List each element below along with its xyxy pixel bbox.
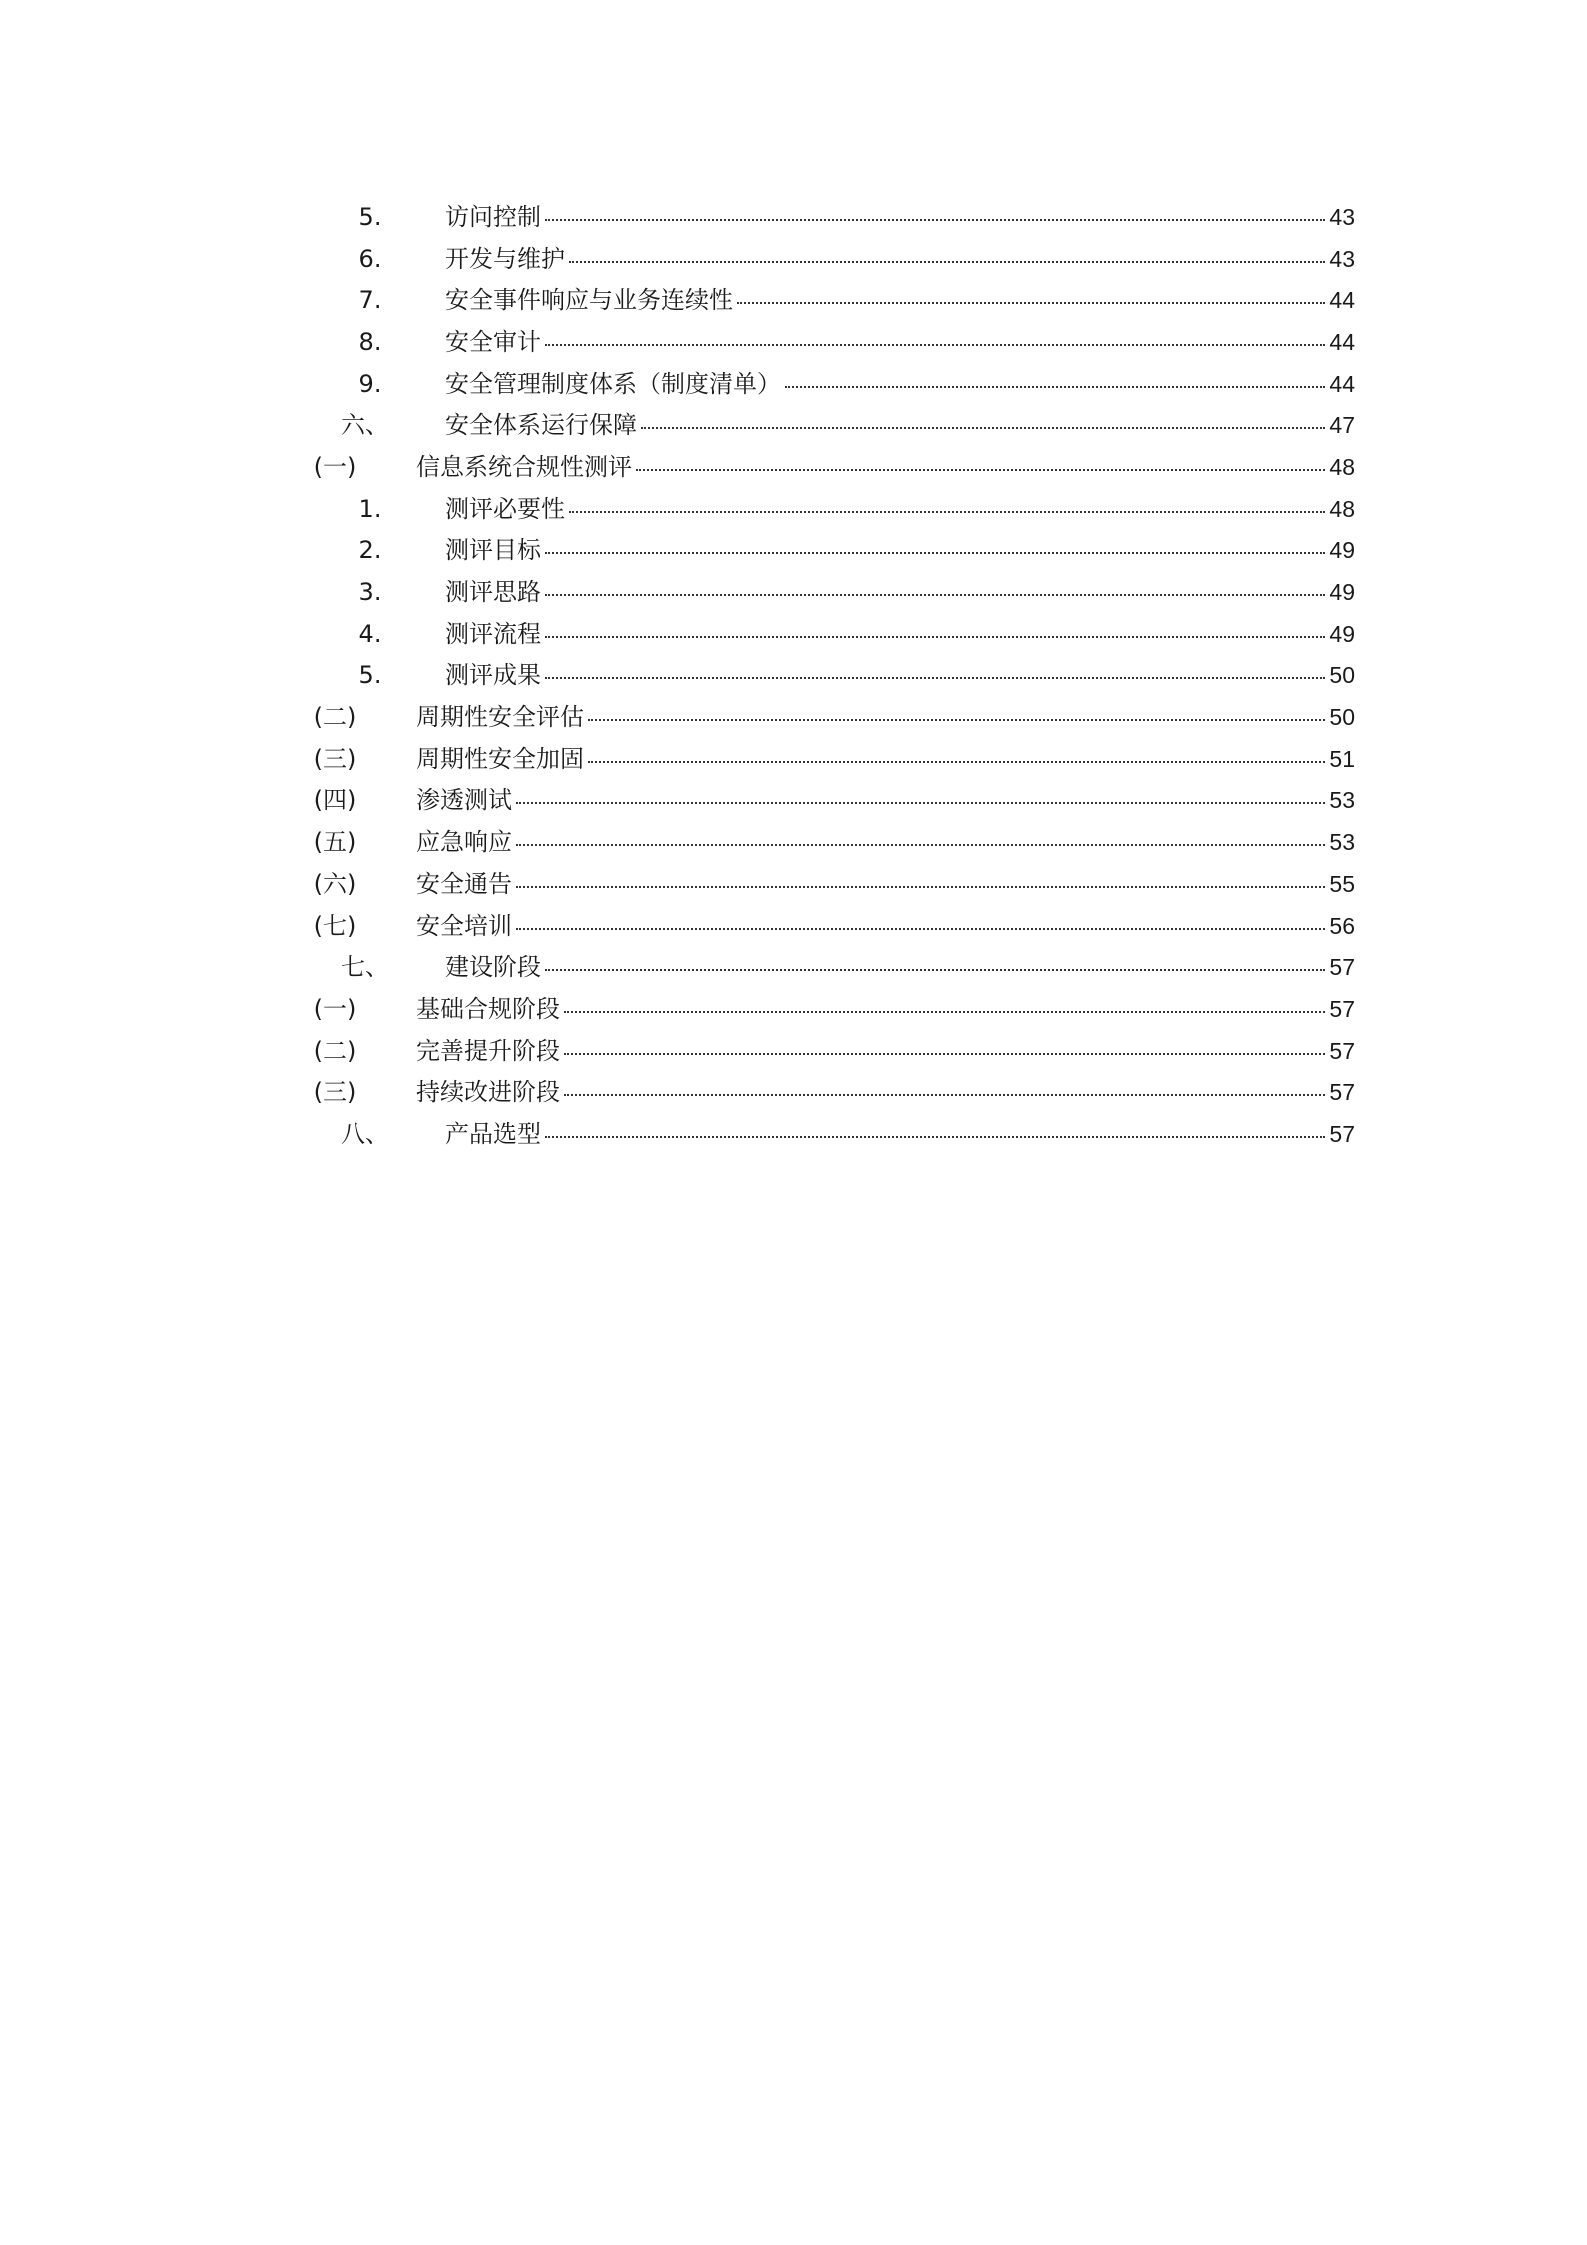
toc-dot-leader (545, 594, 1325, 596)
toc-entry-number: 8. (358, 327, 382, 356)
toc-entry-page-number[interactable]: 48 (1329, 495, 1355, 522)
toc-entry-page-number[interactable]: 53 (1329, 829, 1355, 856)
toc-entry-title[interactable]: 周期性安全加固 (416, 744, 584, 773)
toc-entry[interactable] (300, 1071, 1355, 1113)
toc-entry-body (445, 953, 1355, 982)
toc-entry-number: 1. (358, 494, 382, 523)
toc-entry-title[interactable]: 开发与维护 (445, 244, 565, 273)
toc-entry-page-number[interactable]: 51 (1329, 745, 1355, 772)
toc-entry-number: 4. (358, 619, 382, 648)
toc-entry-title[interactable]: 测评目标 (445, 536, 541, 565)
toc-entry[interactable] (300, 613, 1355, 655)
toc-entry-number: (四) (313, 786, 357, 815)
toc-entry-number: 7. (358, 286, 382, 315)
toc-entry-body (445, 202, 1355, 231)
toc-entry-title[interactable]: 测评流程 (445, 619, 541, 648)
toc-dot-leader (545, 1136, 1325, 1138)
toc-entry-title[interactable]: 测评思路 (445, 578, 541, 607)
toc-entry-title[interactable]: 安全体系运行保障 (445, 411, 637, 440)
toc-entry-number: 3. (358, 578, 382, 607)
toc-entry-number: (二) (313, 703, 357, 732)
toc-entry[interactable] (300, 196, 1355, 238)
toc-dot-leader (545, 969, 1325, 971)
toc-entry-page-number[interactable]: 57 (1329, 1120, 1355, 1147)
toc-entry-page-number[interactable]: 55 (1329, 870, 1355, 897)
toc-dot-leader (545, 636, 1325, 638)
toc-dot-leader (588, 719, 1325, 721)
toc-entry-number: (五) (313, 828, 357, 857)
toc-entry-title[interactable]: 安全事件响应与业务连续性 (445, 286, 733, 315)
toc-dot-leader (545, 552, 1325, 554)
toc-entry[interactable] (300, 571, 1355, 613)
toc-entry-number: (七) (313, 911, 357, 940)
toc-entry[interactable] (300, 738, 1355, 780)
toc-entry[interactable] (300, 821, 1355, 863)
toc-dot-leader (564, 1053, 1325, 1055)
toc-dot-leader (545, 344, 1325, 346)
toc-entry-number: 2. (358, 536, 382, 565)
toc-entry-page-number[interactable]: 50 (1329, 704, 1355, 731)
toc-dot-leader (641, 427, 1325, 429)
toc-entry-title[interactable]: 安全培训 (416, 911, 512, 940)
toc-entry-page-number[interactable]: 49 (1329, 620, 1355, 647)
toc-entry-body (445, 661, 1355, 690)
toc-entry[interactable] (300, 1113, 1355, 1155)
toc-entry[interactable] (300, 780, 1355, 822)
toc-entry-body (416, 744, 1355, 773)
toc-entry-title[interactable]: 访问控制 (445, 202, 541, 231)
toc-entry[interactable] (300, 321, 1355, 363)
toc-entry[interactable] (300, 863, 1355, 905)
toc-entry-page-number[interactable]: 44 (1329, 328, 1355, 355)
toc-dot-leader (516, 928, 1325, 930)
toc-entry-title[interactable]: 建设阶段 (445, 953, 541, 982)
toc-entry-title[interactable]: 信息系统合规性测评 (416, 452, 632, 481)
toc-entry-body (416, 786, 1355, 815)
toc-entry[interactable] (300, 946, 1355, 988)
toc-entry-number: 六、 (341, 411, 389, 440)
toc-entry-page-number[interactable]: 49 (1329, 579, 1355, 606)
toc-entry-page-number[interactable]: 57 (1329, 1079, 1355, 1106)
toc-dot-leader (569, 261, 1325, 263)
toc-entry-body (416, 703, 1355, 732)
toc-entry-number: (六) (313, 869, 357, 898)
toc-dot-leader (588, 761, 1325, 763)
toc-entry-page-number[interactable]: 56 (1329, 912, 1355, 939)
toc-entry[interactable] (300, 530, 1355, 572)
toc-dot-leader (545, 219, 1325, 221)
toc-entry-number: 七、 (341, 953, 389, 982)
toc-entry-number: 6. (358, 244, 382, 273)
toc-entry-title[interactable]: 完善提升阶段 (416, 1036, 560, 1065)
toc-entry-body (416, 452, 1355, 481)
toc-entry-title[interactable]: 产品选型 (445, 1119, 541, 1148)
toc-entry-title[interactable]: 基础合规阶段 (416, 994, 560, 1023)
toc-entry-body (445, 244, 1355, 273)
toc-entry-title[interactable]: 安全通告 (416, 869, 512, 898)
toc-entry-body (416, 869, 1355, 898)
toc-entry-page-number[interactable]: 47 (1329, 412, 1355, 439)
toc-entry[interactable] (300, 988, 1355, 1030)
toc-entry-page-number[interactable]: 44 (1329, 370, 1355, 397)
toc-entry-title[interactable]: 渗透测试 (416, 786, 512, 815)
toc-dot-leader (516, 886, 1325, 888)
toc-entry-body (445, 286, 1355, 315)
toc-entry[interactable] (300, 446, 1355, 488)
toc-entry-number: (三) (313, 744, 357, 773)
toc-entry-title[interactable]: 应急响应 (416, 828, 512, 857)
toc-entry-body (445, 494, 1355, 523)
toc-entry-title[interactable]: 周期性安全评估 (416, 703, 584, 732)
toc-entry-body (445, 536, 1355, 565)
toc-entry-body (445, 411, 1355, 440)
toc-dot-leader (785, 386, 1325, 388)
toc-dot-leader (636, 469, 1325, 471)
toc-entry-body (416, 1078, 1355, 1107)
toc-entry-body (445, 369, 1355, 398)
toc-entry-title[interactable]: 安全管理制度体系（制度清单） (445, 369, 781, 398)
toc-entry-page-number[interactable]: 43 (1329, 203, 1355, 230)
toc-entry-body (445, 619, 1355, 648)
toc-entry-title[interactable]: 测评必要性 (445, 494, 565, 523)
toc-dot-leader (564, 1094, 1325, 1096)
toc-entry-body (416, 828, 1355, 857)
toc-entry-page-number[interactable]: 50 (1329, 662, 1355, 689)
toc-entry-body (445, 327, 1355, 356)
toc-entry-body (416, 994, 1355, 1023)
toc-entry-number: 5. (358, 661, 382, 690)
toc-entry-number: (一) (313, 994, 357, 1023)
toc-dot-leader (564, 1011, 1325, 1013)
toc-entry-body (416, 911, 1355, 940)
toc-entry[interactable] (300, 655, 1355, 697)
toc-entry-page-number[interactable]: 57 (1329, 995, 1355, 1022)
toc-dot-leader (569, 511, 1325, 513)
toc-entry[interactable] (300, 1030, 1355, 1072)
toc-entry[interactable] (300, 905, 1355, 947)
toc-entry-page-number[interactable]: 53 (1329, 787, 1355, 814)
toc-entry-page-number[interactable]: 57 (1329, 1037, 1355, 1064)
toc-dot-leader (516, 802, 1325, 804)
toc-entry-body (416, 1036, 1355, 1065)
toc-entry[interactable] (300, 238, 1355, 280)
toc-entry-page-number[interactable]: 57 (1329, 954, 1355, 981)
toc-entry-body (445, 1119, 1355, 1148)
toc-entry-title[interactable]: 测评成果 (445, 661, 541, 690)
toc-entry-number: (二) (313, 1036, 357, 1065)
toc-entry[interactable] (300, 696, 1355, 738)
toc-entry-number: 八、 (341, 1119, 389, 1148)
toc-entry-page-number[interactable]: 43 (1329, 245, 1355, 272)
toc-entry[interactable] (300, 404, 1355, 446)
toc-entry-number: (三) (313, 1078, 357, 1107)
toc-dot-leader (516, 844, 1325, 846)
toc-dot-leader (545, 677, 1325, 679)
toc-entry[interactable] (300, 488, 1355, 530)
toc-entry-page-number[interactable]: 44 (1329, 287, 1355, 314)
toc-entry-title[interactable]: 持续改进阶段 (416, 1078, 560, 1107)
toc-entry-body (445, 578, 1355, 607)
toc-entry-number: 9. (358, 369, 382, 398)
toc-entry-page-number[interactable]: 49 (1329, 537, 1355, 564)
toc-entry-number: (一) (313, 452, 357, 481)
toc-entry-title[interactable]: 安全审计 (445, 327, 541, 356)
toc-entry-number: 5. (358, 202, 382, 231)
toc-entry[interactable] (300, 363, 1355, 405)
toc-entry-page-number[interactable]: 48 (1329, 453, 1355, 480)
table-of-contents (300, 196, 1355, 1155)
toc-dot-leader (737, 302, 1325, 304)
toc-entry[interactable] (300, 279, 1355, 321)
